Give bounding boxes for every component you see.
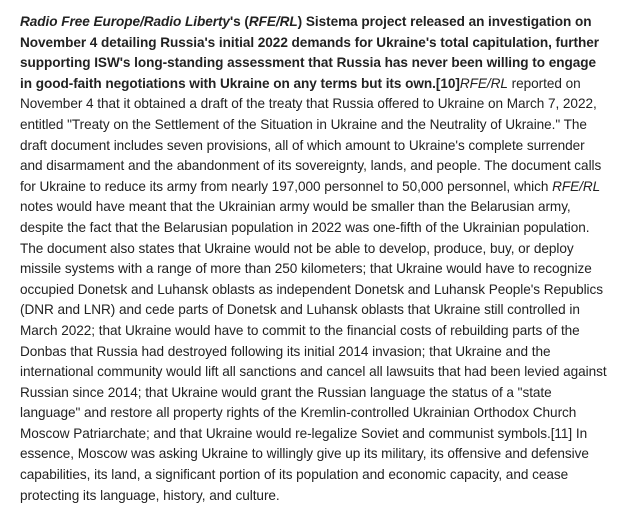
lead-text: ) Sistema project released an investigation on November 4 detailing Russia's initial 2022 demands for Ukraine's total capitulation, further supporting ISW's long-standing assessment that Russia has never been willing to engage in good-faith negotiations with Ukraine on any terms but its own. <box>20 14 599 91</box>
footnote-ref-10[interactable]: [10] <box>435 75 460 91</box>
footnote-ref-11[interactable]: [11] <box>550 425 573 441</box>
body-text-2: notes would have meant that the Ukrainian army would be smaller than the Belarusian army, despite the fact that the Belarusian population in 2022 was one-fifth of the Ukrainian population. The document also states that Ukraine would not be able to develop, produce, buy, or deploy missile systems with a range of more than 250 kilometers; that Ukraine would have to recognize occupied Donetsk and Luhansk oblasts as independent Donetsk and Luhansk People's Republics (DNR and LNR) and cede parts of Donetsk and Luhansk oblasts that Ukraine still controlled in March 2022; that Ukraine would have to commit to the financial costs of rebuilding parts of the Donbas that Russia had destroyed following its initial 2014 invasion; that Ukraine and the international community would lift all sanctions and cancel all lawsuits that had been levied against Russian since 2014; that Ukraine would grant the Russian language the status of a "state language" and restore all property rights of the Kremlin-controlled Ukrainian Orthodox Church Moscow Patriarchate; and that Ukraine would re-legalize Soviet and communist symbols. <box>20 199 607 441</box>
source-name: Radio Free Europe/Radio Liberty <box>20 14 230 29</box>
source-abbreviation: RFE/RL <box>248 14 298 29</box>
body-source-abbreviation-1: RFE/RL <box>459 75 508 91</box>
source-possessive: 's ( <box>229 14 249 29</box>
paragraph <box>20 12 610 506</box>
body-text-1: reported on November 4 that it obtained a draft of the treaty that Russia offered to Ukraine on March 7, 2022, entitled "Treaty on the Settlement of the Situation in Ukraine and the Neutrality of Ukraine." The draft document includes seven provisions, all of which amount to Ukraine's complete surrender and disarmament and the abandonment of its sovereignty, lands, and people. The document calls for Ukraine to reduce its army from nearly 197,000 personnel to 50,000 personnel, which <box>20 75 602 194</box>
body-source-abbreviation-2: RFE/RL <box>552 178 601 194</box>
article-body <box>20 12 610 506</box>
closing-text: In essence, Moscow was asking Ukraine to willingly give up its military, its offensive and defensive capabilities, its land, a significant portion of its population and economic capacity, and cease protecting its language, history, and culture. <box>20 425 589 503</box>
